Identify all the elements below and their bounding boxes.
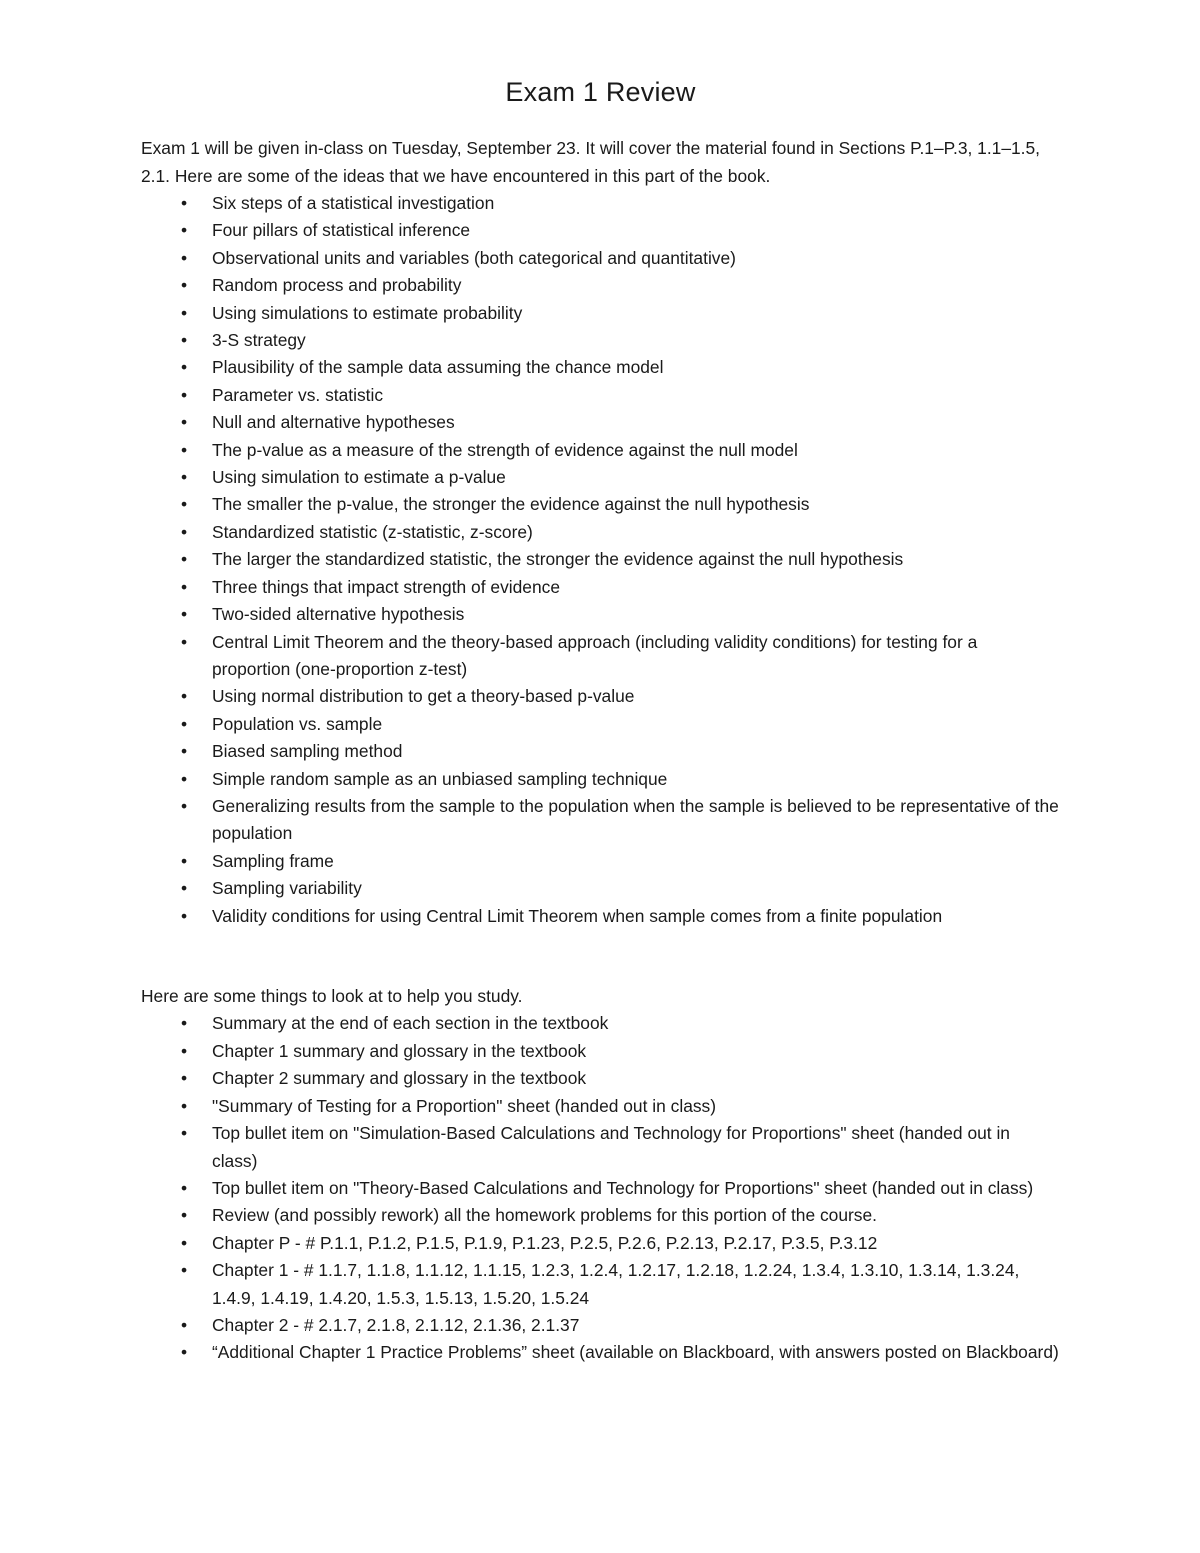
bullet-icon: • bbox=[180, 795, 188, 816]
intro-paragraph: Exam 1 will be given in-class on Tuesday, September 23. It will cover the material found in Sections P.1–P.3, 1.1–1.5, 2.1. Here are some of the ideas that we have encountered in this part of the book. bbox=[141, 138, 1041, 186]
topic-item-text: 3-S strategy bbox=[212, 330, 306, 351]
topic-item-text: The smaller the p-value, the stronger the evidence against the null hypothesis bbox=[212, 494, 810, 515]
study-item bbox=[180, 1312, 1060, 1339]
bullet-icon: • bbox=[180, 1314, 188, 1335]
topic-item bbox=[180, 245, 1060, 272]
topic-item bbox=[180, 574, 1060, 601]
study-item bbox=[180, 1339, 1060, 1366]
study-item-text: Review (and possibly rework) all the homework problems for this portion of the course. bbox=[212, 1205, 877, 1226]
study-item bbox=[180, 1175, 1060, 1202]
topic-item-text: Simple random sample as an unbiased sampling technique bbox=[212, 768, 668, 789]
study-item-text: Top bullet item on "Theory-Based Calculations and Technology for Proportions" sheet (handed out in class) bbox=[212, 1177, 1034, 1198]
bullet-icon: • bbox=[180, 1040, 188, 1061]
bullet-icon: • bbox=[180, 576, 188, 597]
topic-item bbox=[180, 683, 1060, 710]
bullet-icon: • bbox=[180, 193, 188, 213]
topic-item bbox=[180, 327, 1060, 354]
study-item bbox=[180, 1230, 1060, 1257]
topic-item-text: Parameter vs. statistic bbox=[212, 384, 384, 405]
topic-item-text: Generalizing results from the sample to the population when the sample is believed to be representative of the population bbox=[212, 795, 1059, 844]
topic-item bbox=[180, 766, 1060, 793]
study-item-text: Chapter 1 summary and glossary in the textbook bbox=[212, 1040, 587, 1061]
topic-item-text: The larger the standardized statistic, the stronger the evidence against the null hypothesis bbox=[212, 549, 904, 570]
bullet-icon: • bbox=[180, 1342, 188, 1363]
bullet-icon: • bbox=[180, 768, 188, 789]
topic-item-text: Random process and probability bbox=[212, 275, 462, 296]
topic-item-text: Observational units and variables (both categorical and quantitative) bbox=[212, 247, 736, 268]
bullet-icon: • bbox=[180, 1095, 188, 1116]
study-item-text: Chapter 2 summary and glossary in the textbook bbox=[212, 1068, 587, 1089]
topic-item bbox=[180, 354, 1060, 381]
bullet-icon: • bbox=[180, 631, 188, 652]
topic-item-text: Validity conditions for using Central Limit Theorem when sample comes from a finite population bbox=[212, 905, 943, 926]
topic-item bbox=[180, 217, 1060, 244]
bullet-icon: • bbox=[180, 247, 188, 268]
topic-item bbox=[180, 738, 1060, 765]
bullet-icon: • bbox=[180, 878, 188, 899]
bullet-icon: • bbox=[180, 330, 188, 351]
topic-item-text: Standardized statistic (z-statistic, z-score) bbox=[212, 521, 533, 542]
topic-item bbox=[180, 546, 1060, 573]
bullet-icon: • bbox=[180, 220, 188, 241]
study-item-text: Top bullet item on "Simulation-Based Calculations and Technology for Proportions" sheet (handed out in class) bbox=[212, 1123, 1010, 1171]
topic-item-text: Null and alternative hypotheses bbox=[212, 412, 455, 433]
bullet-icon: • bbox=[180, 275, 188, 296]
topic-item bbox=[180, 903, 1060, 930]
study-item-text: Chapter 2 - # 2.1.7, 2.1.8, 2.1.12, 2.1.36, 2.1.37 bbox=[212, 1314, 580, 1335]
bullet-icon: • bbox=[180, 1177, 188, 1198]
bullet-icon: • bbox=[180, 1068, 188, 1089]
bullet-icon: • bbox=[180, 1123, 188, 1144]
topic-item-text: Biased sampling method bbox=[212, 741, 403, 762]
topic-item bbox=[180, 629, 1060, 684]
topic-item-text: Three things that impact strength of evidence bbox=[212, 576, 561, 597]
topic-item-text: Six steps of a statistical investigation bbox=[212, 193, 495, 213]
study-item bbox=[180, 1038, 1060, 1065]
topic-item bbox=[180, 464, 1060, 491]
bullet-icon: • bbox=[180, 1013, 188, 1034]
bullet-icon: • bbox=[180, 905, 188, 926]
bullet-icon: • bbox=[180, 1205, 188, 1226]
study-item-text: Chapter 1 - # 1.1.7, 1.1.8, 1.1.12, 1.1.15, 1.2.3, 1.2.4, 1.2.17, 1.2.18, 1.2.24, 1.3.4, 1.3.10, 1.3.14, 1.3.24, 1.4.9, 1.4.19, 1.4.20, 1.5.3, 1.5.13, 1.5.20, 1.5.24 bbox=[212, 1260, 1020, 1308]
topic-item-text: Using normal distribution to get a theory-based p-value bbox=[212, 686, 635, 707]
study-item-text: Chapter P - # P.1.1, P.1.2, P.1.5, P.1.9, P.1.23, P.2.5, P.2.6, P.2.13, P.2.17, P.3.5, P.3.12 bbox=[212, 1232, 878, 1253]
topic-item-text: Plausibility of the sample data assuming the chance model bbox=[212, 357, 664, 378]
bullet-icon: • bbox=[180, 741, 188, 762]
topic-item-text: Sampling variability bbox=[212, 878, 362, 899]
topic-item-text: Central Limit Theorem and the theory-based approach (including validity conditions) for testing for a proportion (one-proportion z-test) bbox=[212, 631, 978, 679]
topic-item bbox=[180, 437, 1060, 464]
topic-item bbox=[180, 272, 1060, 299]
study-item bbox=[180, 1010, 1060, 1037]
topic-item-text: Sampling frame bbox=[212, 850, 334, 871]
topic-item bbox=[180, 793, 1060, 848]
bullet-icon: • bbox=[180, 521, 188, 542]
bullet-icon: • bbox=[180, 604, 188, 625]
topics-list bbox=[141, 190, 1060, 930]
study-item bbox=[180, 1120, 1060, 1175]
topic-item-text: Four pillars of statistical inference bbox=[212, 220, 471, 241]
topic-item bbox=[180, 875, 1060, 902]
topic-item-text: Population vs. sample bbox=[212, 713, 383, 734]
bullet-icon: • bbox=[180, 439, 188, 460]
study-list bbox=[141, 1010, 1060, 1366]
topic-item bbox=[180, 409, 1060, 436]
bullet-icon: • bbox=[180, 713, 188, 734]
bullet-icon: • bbox=[180, 850, 188, 871]
topic-item bbox=[180, 848, 1060, 875]
topic-item bbox=[180, 519, 1060, 546]
page-title: Exam 1 Review bbox=[505, 77, 696, 107]
bullet-icon: • bbox=[180, 1232, 188, 1253]
topic-item bbox=[180, 190, 1060, 217]
study-item bbox=[180, 1065, 1060, 1092]
bullet-icon: • bbox=[180, 686, 188, 707]
bullet-icon: • bbox=[180, 302, 188, 323]
study-item bbox=[180, 1093, 1060, 1120]
topic-item-text: Using simulation to estimate a p-value bbox=[212, 467, 506, 488]
topic-item bbox=[180, 300, 1060, 327]
study-item-text: Summary at the end of each section in the textbook bbox=[212, 1013, 609, 1034]
study-item-text: “Additional Chapter 1 Practice Problems” sheet (available on Blackboard, with answers posted on Blackboard) bbox=[212, 1342, 1059, 1363]
topic-item-text: The p-value as a measure of the strength of evidence against the null model bbox=[212, 439, 798, 460]
bullet-icon: • bbox=[180, 467, 188, 488]
bullet-icon: • bbox=[180, 1260, 188, 1281]
topic-item bbox=[180, 601, 1060, 628]
topic-item bbox=[180, 711, 1060, 738]
study-heading: Here are some things to look at to help you study. bbox=[141, 985, 523, 1006]
study-item bbox=[180, 1257, 1060, 1312]
topic-item-text: Two-sided alternative hypothesis bbox=[212, 604, 465, 625]
topic-item bbox=[180, 491, 1060, 518]
bullet-icon: • bbox=[180, 357, 188, 378]
topic-item-text: Using simulations to estimate probability bbox=[212, 302, 523, 323]
topic-item bbox=[180, 382, 1060, 409]
study-item-text: "Summary of Testing for a Proportion" sheet (handed out in class) bbox=[212, 1095, 717, 1116]
bullet-icon: • bbox=[180, 412, 188, 433]
bullet-icon: • bbox=[180, 494, 188, 515]
study-item bbox=[180, 1202, 1060, 1229]
bullet-icon: • bbox=[180, 384, 188, 405]
bullet-icon: • bbox=[180, 549, 188, 570]
